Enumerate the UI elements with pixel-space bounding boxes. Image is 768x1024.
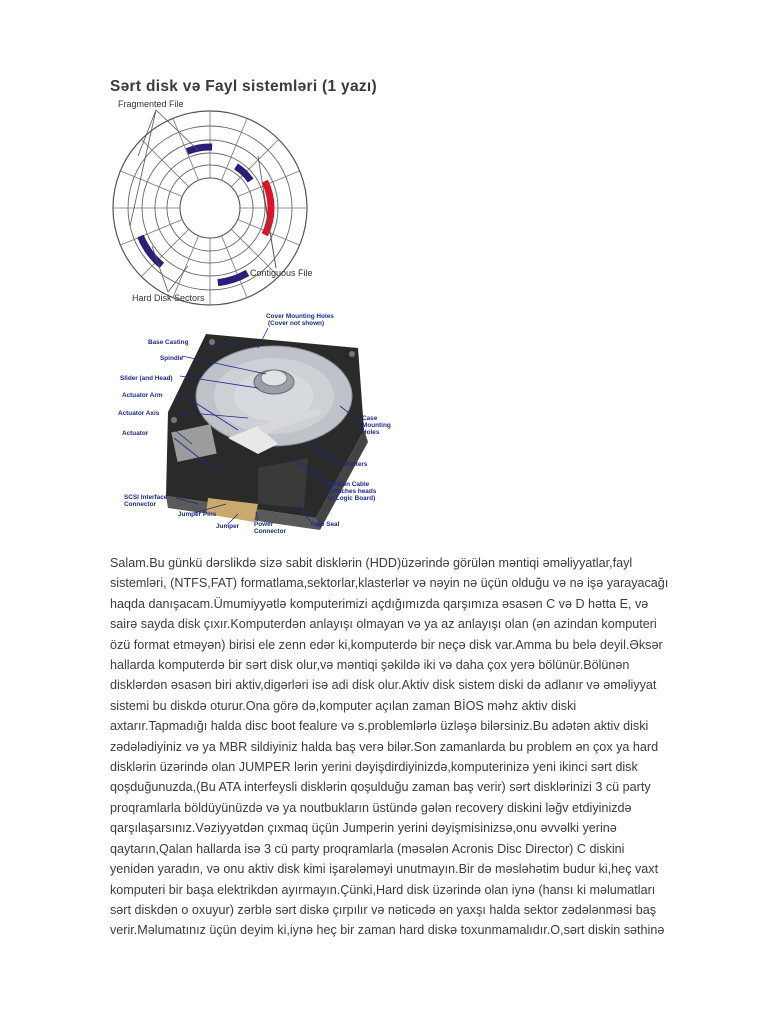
tape-seal-label: Tape Seal (310, 521, 340, 528)
scsi-connector-label: SCSI Interface Connector (124, 494, 168, 508)
article-line: qoşduğunuzda,(Bu ATA interfeysli disklərin qoşulduğu zaman baş verir) sərt disklərinizi 3 cü party (110, 780, 651, 795)
jumper-label: Jumper (216, 523, 240, 530)
article-line: disklərin üzərində olan JUMPER lərin yerini dəyişdirdiyinizdə,komputerinizə yeni ikinci sərt disk (110, 760, 638, 775)
article-line: sistemləri, (NTFS,FAT) formatlama,sektorlar,klasterlər və nəyin nə üçün olduğu və nə işə yarayacağı (110, 576, 669, 591)
article-line: axtarır.Tapmadığı halda disc boot fealure və s.problemlərlə üzləşə bilərsiniz.Bu adətən aktiv diski (110, 719, 649, 734)
spindle-label: Spindle (160, 355, 184, 362)
platters-label: Platters (344, 461, 368, 468)
article-line: hallarda komputerdə bir sərt disk olur,və məntiqi şəkildə iki və daha çox yerə bölünür.Bölünən (110, 658, 630, 673)
actuator-axis-label: Actuator Axis (118, 410, 160, 417)
article-line: haqda danışacam.Ümumiyyətlə komputerimizi açdığımızda qarşımıza əsasən C və D hətta E, və (110, 596, 649, 611)
article-line: komputeri bir başa elektrikdən ayırmayın.Çünki,Hard disk üzərində olan iynə (hansı ki məlumatları (110, 882, 656, 897)
article-body (110, 553, 730, 941)
article-line: yenidən yaradın, və onu aktiv disk kimi işarələməyi unutmayın.Bir də məsləhətim budur ki,heç vaxt (110, 862, 659, 877)
article-line: disklərdən əsasən biri aktiv,digərləri isə adi disk olur.Aktiv disk sistem diski də adlanır və əməliyyat (110, 678, 657, 693)
slider-label: Slider (and Head) (120, 375, 173, 382)
article-line: qarşılaşarsınız.Vəziyyətdən çıxmaq üçün Jumperin yerini dəyişmisinizsə,onu əvvəlki yerinə (110, 821, 617, 836)
actuator-arm-label: Actuator Arm (122, 392, 163, 399)
article-line: zədələdiyiniz və ya MBR sildiyiniz halda baş verə bilər.Son zamanlarda bu problem ən çox ya hard (110, 739, 659, 754)
power-connector-label: Power Connector (254, 521, 286, 535)
article-line: sairə sayda disk çıxır.Komputerdən anlayışı olmayan və ya az anlayışı olan (ən azindan komputeri (110, 617, 657, 632)
disk-sectors-figure (108, 96, 408, 308)
article-line: Salam.Bu günkü dərslikdə sizə sabit disklərin (HDD)üzərində görülən məntiqi əməliyyatlar,fayl (110, 556, 633, 570)
hard-disk-sectors-label: Hard Disk Sectors (132, 293, 205, 303)
base-casting-label: Base Casting (148, 339, 189, 346)
ribbon-cable-label: Ribbon Cable (attaches heads to Logic Board) (328, 481, 377, 502)
page-title: Sərt disk və Fayl sistemləri (1 yazı) (110, 78, 377, 95)
article-line: proqramlarla böldüyünüzdə və ya noutbukların üstündə gələn recovery diskini ləğv etdiyinizdə (110, 800, 632, 815)
hdd-anatomy-figure (108, 308, 408, 544)
article-line: qaytarın,Qalan hallarda isə 3 cü party proqramlarla (məsələn Acronis Disc Director) C diskini (110, 841, 625, 856)
jumper-pins-label: Jumper Pins (178, 511, 217, 518)
article-line: verir.Məlumatınız üçün deyim ki,iynə heç bir zaman hard diskə toxunmamalıdır.O,sərt diskin səthinə (110, 923, 665, 938)
article-line: sistemi bu diskdə oturur.Ona görə də,komputer açılan zaman BİOS məhz aktiv diski (110, 698, 577, 713)
article-line: özü format etməyən) birisi ele zenn edər ki,komputerdə bir neçə disk var.Amma bu belə deyil.Əksər (110, 637, 663, 652)
actuator-label: Actuator (122, 430, 149, 437)
cover-mounting-holes-label: Cover Mounting Holes (Cover not shown) (266, 313, 334, 327)
case-mounting-holes-label: Case Mounting Holes (362, 415, 391, 436)
article-line: sərt diskdən o oxuyur) zərblə sərt diskə çırpılır və nəticədə ən yaxşı halda sektor zədələnməsi baş (110, 902, 656, 917)
fragmented-file-label: Fragmented File (118, 99, 184, 109)
contiguous-file-label: Contiguous File (250, 268, 313, 278)
